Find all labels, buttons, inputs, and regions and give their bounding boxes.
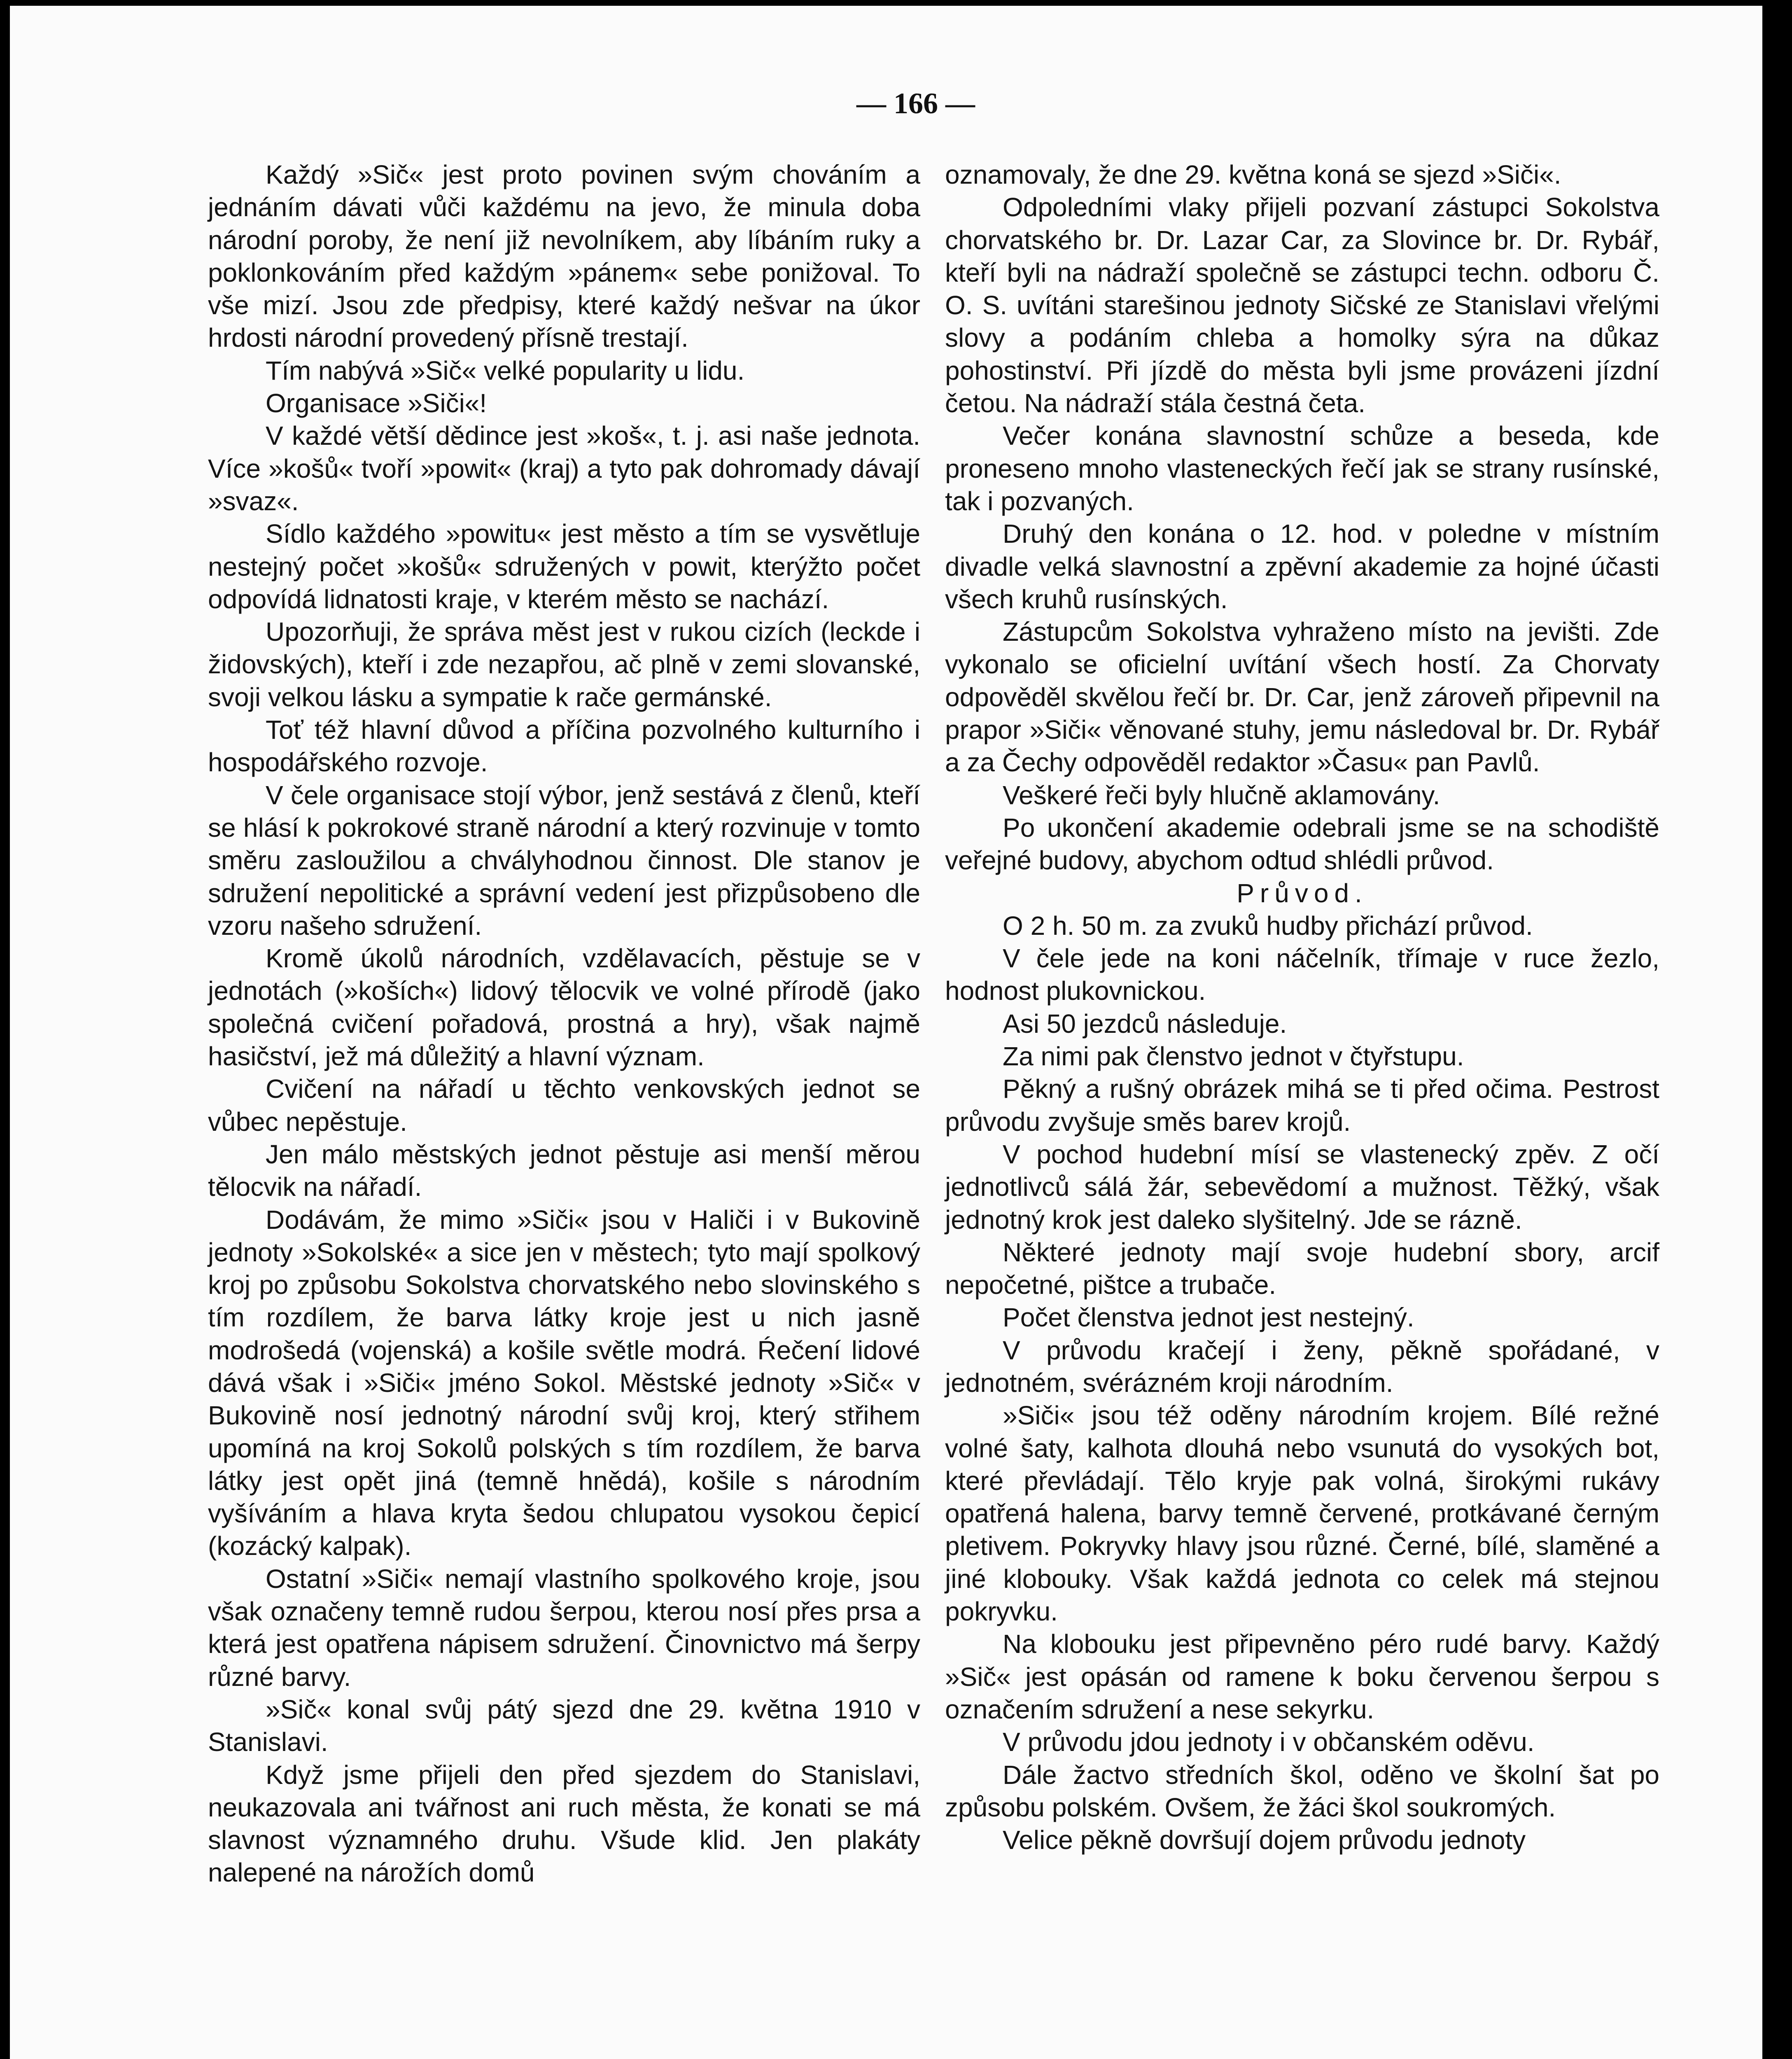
paragraph: »Siči« jsou též oděny národním krojem. Bílé režné volné šaty, kalhota dlouhá nebo vsunutá do vysokých bot, které převládají. Tělo kryje pak volná, širokými rukávy opatřená halena, barvy temně červené, protkávané černým pletivem. Pokryvky hlavy jsou různé. Černé, bílé, slaměné a jiné klobouky. Však každá jednota co celek má stejnou pokryvku. xyxy=(945,1401,1659,1627)
paragraph: Toť též hlavní důvod a příčina pozvolného kulturního i hospodářského rozvoje. xyxy=(208,715,920,777)
paragraph: Po ukončení akademie odebrali jsme se na schodiště veřejné budovy, abychom odtud shlédli průvod. xyxy=(945,812,1659,875)
paragraph: V pochod hudební mísí se vlastenecký zpěv. Z očí jednotlivců sálá žár, sebevědomí a mužnost. Těžký, však jednotný krok jest daleko slyšitelný. Jde se rázně. xyxy=(945,1139,1659,1235)
paragraph: Dodávám, že mimo »Siči« jsou v Haliči i v Bukovině jednoty »Sokolské« a sice jen v městech; tyto mají spolkový kroj po způsobu Sokolstva chorvatského nebo slovinského s tím rozdílem, že barva látky kroje jest u nich jasně modrošedá (vojenská) a košile světle modrá. Ŕečení lidové dává však i »Siči« jméno Sokol. Městské jednoty »Sič« v Bukovině nosí jednotný národní svůj kroj, který střihem upomíná na kroj Sokolů polských s tím rozdílem, že barva látky jest opět jiná (temně hnědá), košile s národním vyšíváním a hlava kryta šedou chlupatou vysokou čepicí (kozácký kalpak). xyxy=(208,1205,920,1561)
paragraph: Jen málo městských jednot pěstuje asi menší měrou tělocvik na nářadí. xyxy=(208,1139,920,1202)
paragraph: Odpoledními vlaky přijeli pozvaní zástupci Sokolstva chorvatského br. Dr. Lazar Car, za Slovince br. Dr. Rybář, kteří byli na nádraží společně se zástupci techn. odboru Č. O. S. uvítáni starešinou jednoty Sičské ze Stanislavi vřelými slovy a podáním chleba a homolky sýra na důkaz pohostinství. Při jízdě do města byli jsme provázeni jízdní četou. Na nádraží stála čestná četa. xyxy=(945,192,1659,418)
paragraph: O 2 h. 50 m. za zvuků hudby přichází průvod. xyxy=(1003,910,1533,941)
paragraph: Upozorňuji, že správa měst jest v rukou cizích (leckde i židovských), kteří i zde nezapřou, ač plně v zemi slovanské, svoji velkou lásku a sympatie k rače germánské. xyxy=(208,617,920,712)
paragraph: Velice pěkně dovršují dojem průvodu jednoty xyxy=(1003,1825,1526,1855)
paragraph: V čele organisace stojí výbor, jenž sestává z členů, kteří se hlásí k pokrokové straně národní a který rozvinuje v tomto směru zasloužilou a chvályhodnou činnost. Dle stanov je sdružení nepolitické a správní vedení jest přizpůsobeno dle vzoru našeho sdružení. xyxy=(208,780,920,941)
paragraph: Ostatní »Siči« nemají vlastního spolkového kroje, jsou však označeny temně rudou šerpou, kterou nosí přes prsa a která jest opatřena nápisem sdružení. Činovnictvo má šerpy různé barvy. xyxy=(208,1564,920,1692)
paragraph: V čele jede na koni náčelník, třímaje v ruce žezlo, hodnost plukovnickou. xyxy=(945,943,1659,1006)
paragraph: Za nimi pak členstvo jednot v čtyřstupu. xyxy=(1003,1041,1464,1072)
paragraph: V průvodu kračejí i ženy, pěkně spořádané, v jednotném, svérázném kroji národním. xyxy=(945,1335,1659,1398)
right-column xyxy=(945,159,1659,1856)
paragraph: Organisace »Siči«! xyxy=(266,388,487,418)
paragraph: Počet členstva jednot jest nestejný. xyxy=(1003,1303,1414,1333)
paragraph: Kromě úkolů národních, vzdělavacích, pěstuje se v jednotách (»koších«) lidový tělocvik ve volné přírodě (jako společná cvičení pořadová, prostná a hry), však najmě hasičství, jež má důležitý a hlavní význam. xyxy=(208,943,920,1072)
paragraph: oznamovaly, že dne 29. května koná se sjezd »Siči«. xyxy=(945,160,1561,189)
paragraph: Když jsme přijeli den před sjezdem do Stanislavi, neukazovala ani tvářnost ani ruch města, že konati se má slavnost významného druhu. Všude klid. Jen plakáty nalepené na nárožích domů xyxy=(208,1760,920,1888)
paragraph: Sídlo každého »powitu« jest město a tím se vysvětluje nestejný počet »košů« sdružených v powit, kterýžto počet odpovídá lidnatosti kraje, v kterém město se nachází. xyxy=(208,519,920,614)
paragraph: V průvodu jdou jednoty i v občanském oděvu. xyxy=(1003,1727,1535,1757)
paragraph: Některé jednoty mají svoje hudební sbory, arcif nepočetné, pištce a trubače. xyxy=(945,1237,1659,1300)
paragraph: »Sič« konal svůj pátý sjezd dne 29. května 1910 v Stanislavi. xyxy=(208,1694,920,1757)
paragraph: Cvičení na nářadí u těchto venkovských jednot se vůbec nepěstuje. xyxy=(208,1074,920,1137)
paragraph: Každý »Sič« jest proto povinen svým chováním a jednáním dávati vůči každému na jevo, že minula doba národní poroby, že není již nevolníkem, aby líbáním ruky a poklonkováním před každým »pánem« sebe ponižoval. To vše mizí. Jsou zde předpisy, které každý nešvar na úkor hrdosti národní provedený přísně trestají. xyxy=(208,160,920,353)
paragraph: Zástupcům Sokolstva vyhraženo místo na jevišti. Zde vykonalo se oficielní uvítání všech hostí. Za Chorvaty odpověděl skvělou řečí br. Dr. Car, jenž zároveň připevnil na prapor »Siči« věnované stuhy, jemu následoval br. Dr. Rybář a za Čechy odpověděl redaktor »Času« pan Pavlů. xyxy=(945,617,1659,777)
left-column xyxy=(208,159,920,1889)
paragraph: Tím nabývá »Sič« velké popularity u lidu. xyxy=(266,355,745,385)
section-heading: Průvod. xyxy=(1237,878,1368,908)
paragraph: Veškeré řeči byly hlučně aklamovány. xyxy=(1003,780,1440,810)
paragraph: Asi 50 jezdců následuje. xyxy=(1003,1008,1287,1039)
paragraph: Dále žactvo středních škol, oděno ve školní šat po způsobu polském. Ovšem, že žáci škol soukromých. xyxy=(945,1760,1659,1822)
paragraph: Pěkný a rušný obrázek mihá se ti před očima. Pestrost průvodu zvyšuje směs barev krojů. xyxy=(945,1074,1659,1137)
paragraph: Na klobouku jest připevněno péro rudé barvy. Každý »Sič« jest opásán od ramene k boku červenou šerpou s označením sdružení a nese sekyrku. xyxy=(945,1629,1659,1724)
paragraph: Druhý den konána o 12. hod. v poledne v místním divadle velká slavnostní a zpěvní akademie za hojné účasti všech kruhů rusínských. xyxy=(945,519,1659,614)
page-number: — 166 — xyxy=(856,87,975,120)
paragraph: V každé větší dědince jest »koš«, t. j. asi naše jednota. Více »košů« tvoří »powit« (kraj) a tyto pak dohromady dávají »svaz«. xyxy=(208,421,920,516)
paragraph: Večer konána slavnostní schůze a beseda, kde proneseno mnoho vlasteneckých řečí jak se strany rusínské, tak i pozvaných. xyxy=(945,421,1659,516)
